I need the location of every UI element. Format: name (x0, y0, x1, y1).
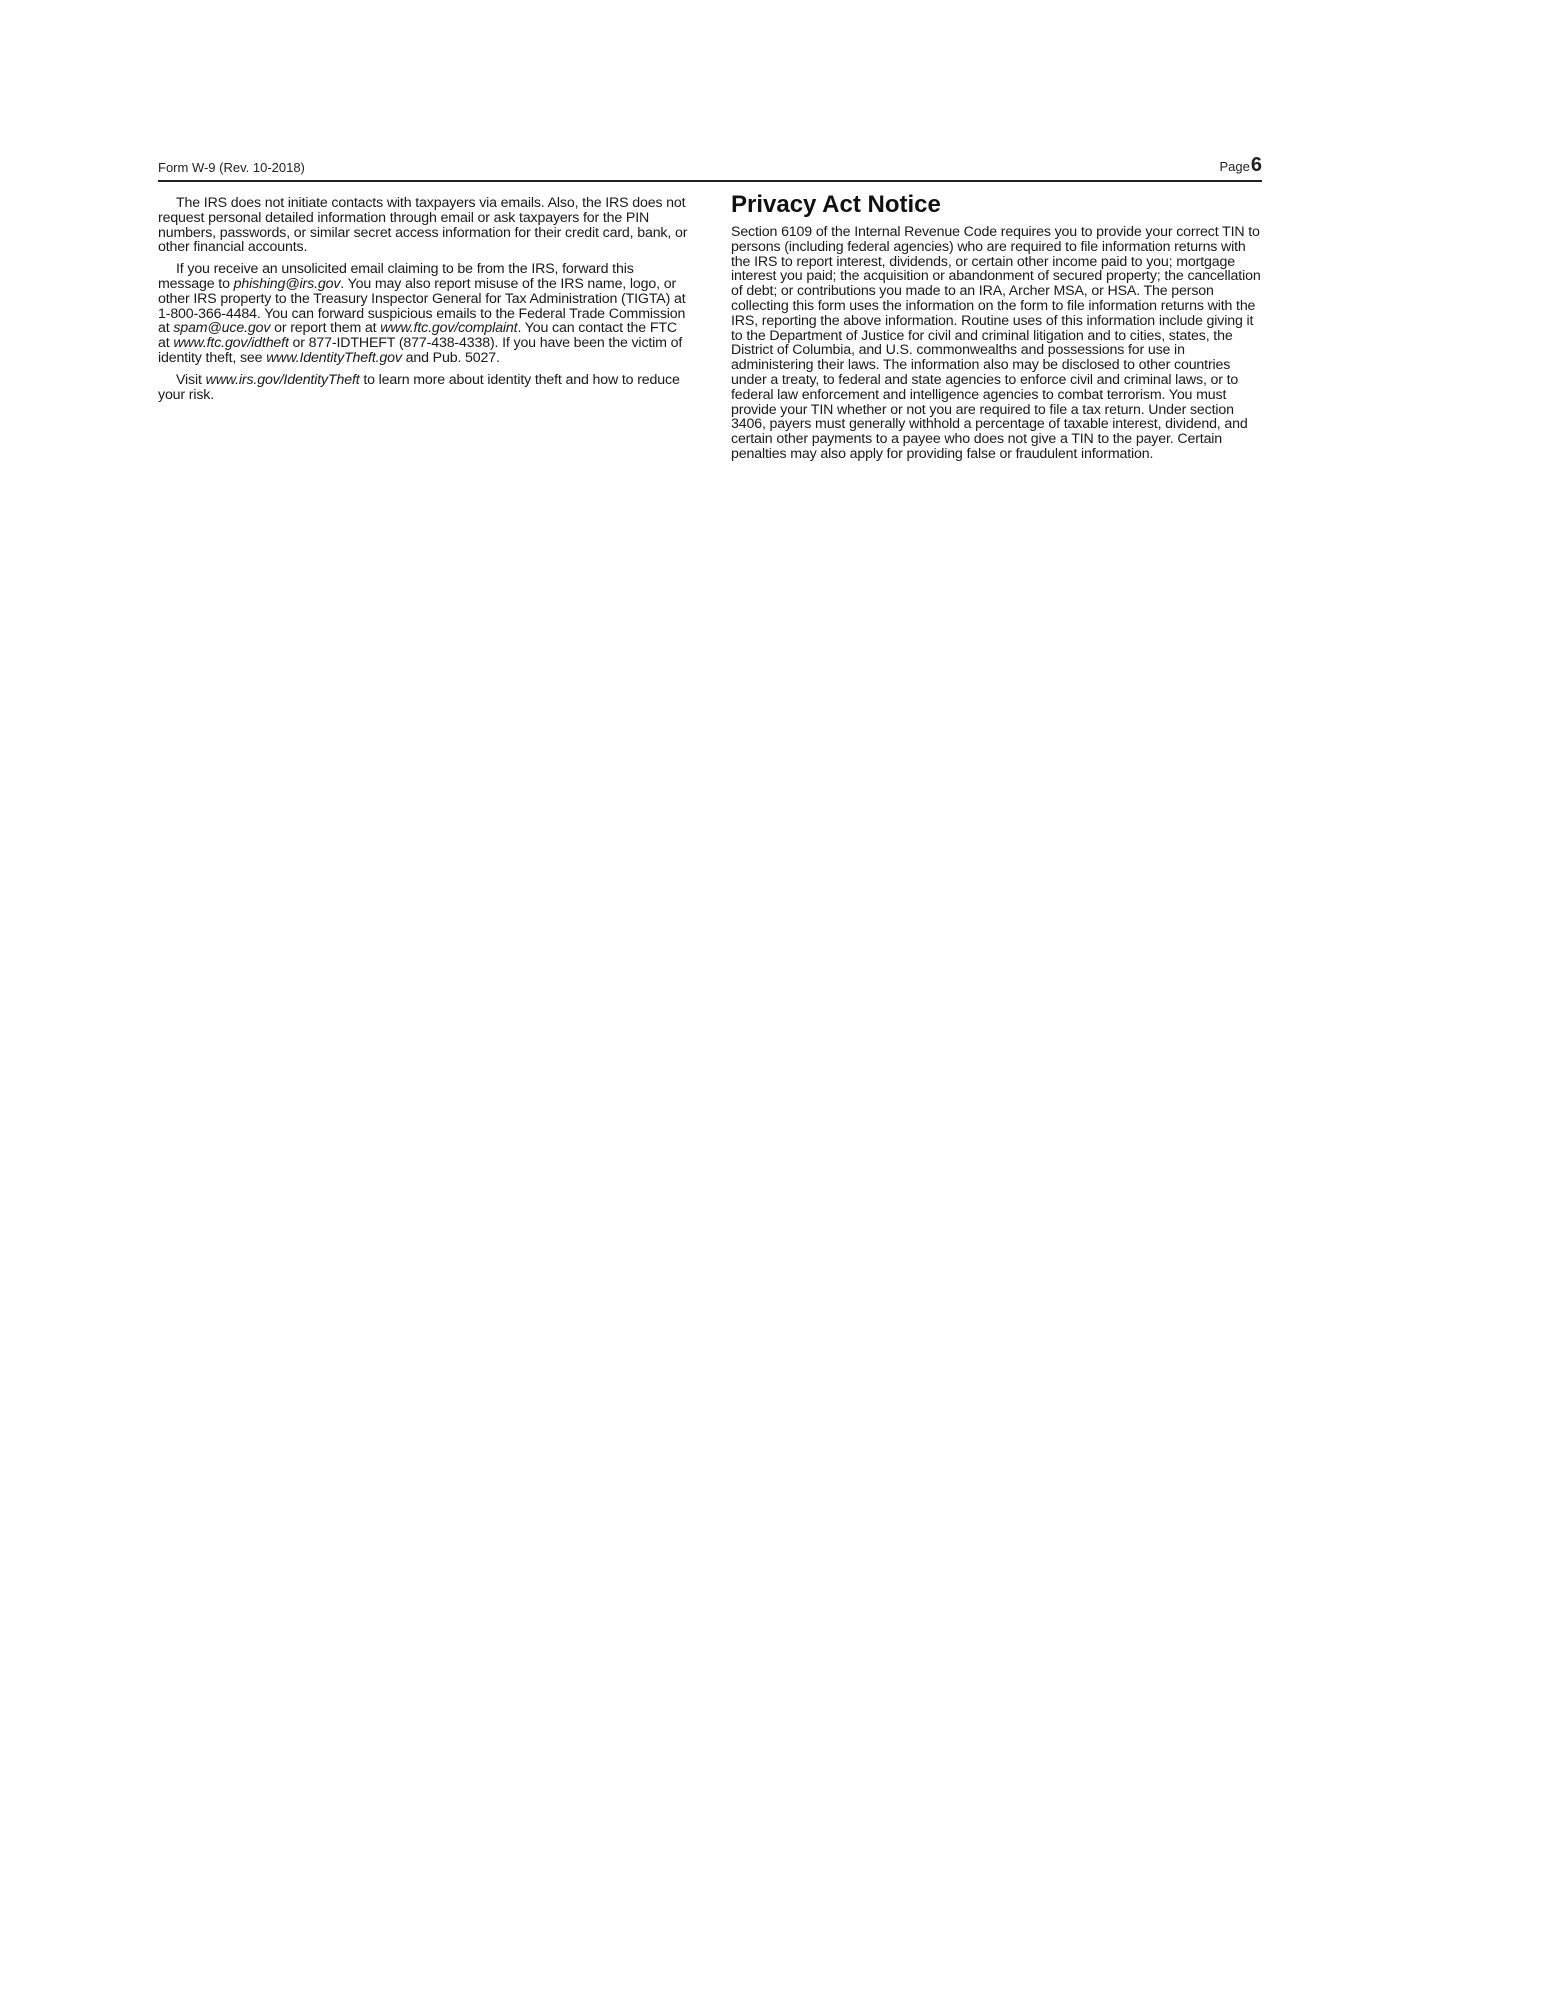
text-run: . You may also report misuse of the IRS name, logo, or other IRS property to the Treasury Inspector General for Tax Administration (TIGTA) at 1-800-366-4484. You can forward suspicious emails to the Federal Trade Commission at (158, 275, 686, 337)
text-run: or 877-IDTHEFT (877-438-4338). If you have been the victim of identity theft, see (158, 335, 683, 366)
privacy-act-body: Section 6109 of the Internal Revenue Code requires you to provide your correct TIN to persons (including federal agencies) who are required to file information returns with the IRS to report interest, dividends, or certain other income paid to you; mortgage interest you paid; the acquisition or abandonment of secured property; the cancellation of debt; or contributions you made to an IRA, Archer MSA, or HSA. The person collecting this form uses the information on the form to file information returns with the IRS, reporting the above information. Routine uses of this information include giving it to the Department of Justice for civil and criminal litigation and to cities, states, the District of Columbia, and U.S. commonwealths and possessions for use in administering their laws. The information also may be disclosed to other countries under a treaty, to federal and state agencies to enforce civil and criminal laws, or to federal law enforcement and intelligence agencies to combat terrorism. You must provide your TIN whether or not you are required to file a tax return. Under section 3406, payers must generally withhold a percentage of taxable interest, dividend, and certain other payments to a payee who does not give a TIN to the payer. Certain penalties may also apply for providing false or fraudulent information. (731, 224, 1261, 462)
left-column (158, 196, 688, 409)
privacy-act-heading: Privacy Act Notice (731, 191, 941, 218)
page-number: 6 (1250, 154, 1262, 176)
spam-email-link[interactable]: spam@uce.gov (173, 320, 271, 337)
document-page (158, 152, 1262, 462)
text-run: to learn more about identity theft and how to reduce your risk. (158, 371, 680, 403)
ftc-complaint-link[interactable]: www.ftc.gov/complaint (380, 320, 518, 337)
paragraph-visit-irs (158, 373, 688, 403)
text-run: Visit (176, 371, 206, 388)
page-header (158, 152, 1262, 182)
irs-identitytheft-link[interactable]: www.irs.gov/IdentityTheft (205, 371, 360, 388)
ftc-idtheft-link[interactable]: www.ftc.gov/idtheft (173, 335, 289, 352)
page-number-block (1220, 154, 1263, 177)
text-run: or report them at (270, 320, 381, 337)
paragraph-irs-contacts: The IRS does not initiate contacts with taxpayers via emails. Also, the IRS does not request personal detailed information through email or ask taxpayers for the PIN numbers, passwords, or similar secret access information for their credit card, bank, or other financial accounts. (158, 195, 688, 256)
form-identifier: Form W-9 (Rev. 10-2018) (158, 160, 305, 175)
text-run: and Pub. 5027. (401, 349, 500, 366)
page-label: Page (1219, 159, 1250, 174)
phishing-email-link[interactable]: phishing@irs.gov (233, 275, 341, 292)
paragraph-unsolicited-email (158, 262, 688, 366)
right-column (731, 192, 1261, 469)
identitytheft-gov-link[interactable]: www.IdentityTheft.gov (266, 349, 402, 366)
text-run: If you receive an unsolicited email claiming to be from the IRS, forward this message to (158, 261, 634, 292)
text-run: . You can contact the FTC at (158, 320, 677, 352)
